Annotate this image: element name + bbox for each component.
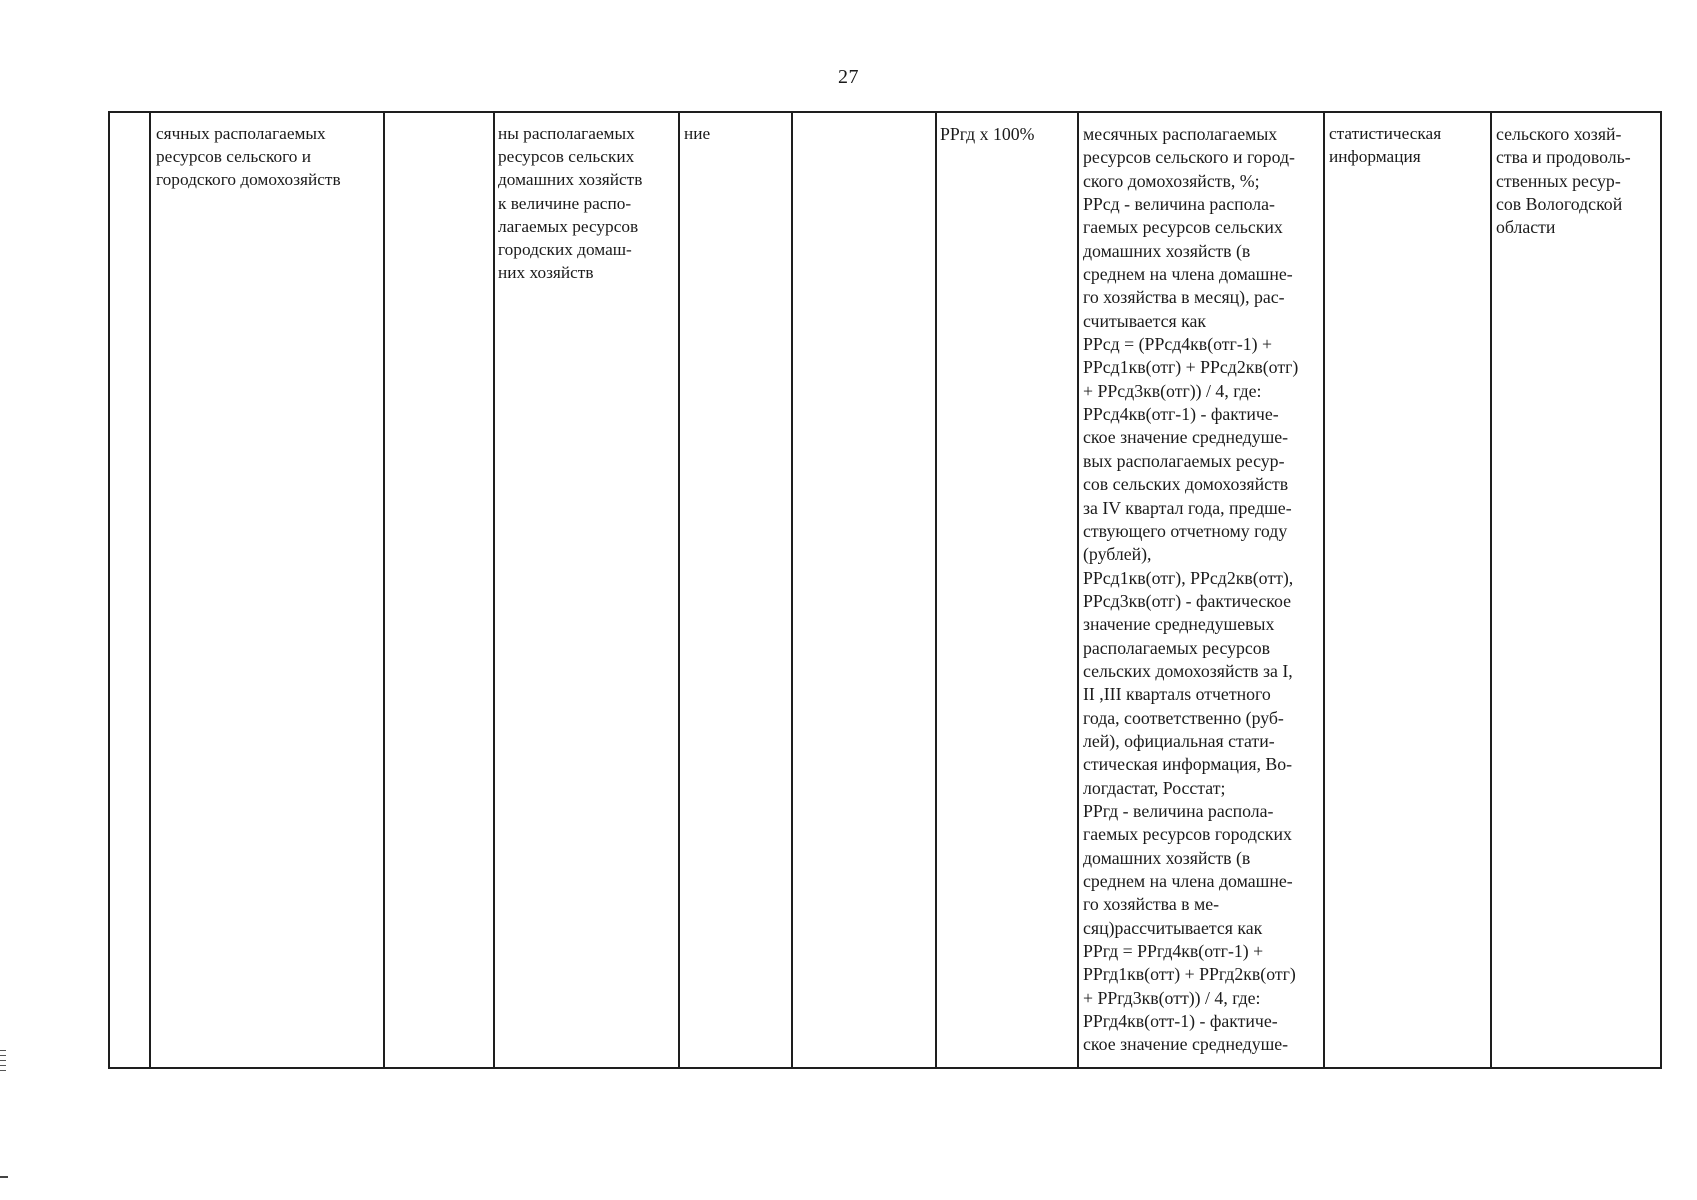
page-number: 27	[838, 66, 859, 88]
cell-indicator-definition: ны располагаемых ресурсов сельских домашних хозяйств к величине распо- лагаемых ресурсов городских домаш- них хозяйств	[498, 124, 643, 283]
column-border-0	[108, 111, 110, 1069]
cell-column-5: ние	[684, 124, 711, 143]
cell-responsible: сельского хозяй- ства и продоволь- ственных ресур- сов Вологодской области	[1496, 124, 1631, 238]
cell-formula: РРгд х 100%	[940, 124, 1035, 144]
table	[108, 111, 1662, 1069]
column-border-6	[935, 111, 937, 1069]
binding-marks	[0, 1050, 10, 1110]
column-border-5	[791, 111, 793, 1069]
column-border-3	[493, 111, 495, 1069]
column-border-10	[1660, 111, 1662, 1069]
column-border-2	[383, 111, 385, 1069]
column-border-8	[1323, 111, 1325, 1069]
column-border-7	[1077, 111, 1079, 1069]
cell-formula-description: месячных располагаемых ресурсов сельского и город- ского домохозяйств, %; РРсд - величина распола- гаемых ресурсов сельских домашних хозяйств (в среднем на члена домашне- го хозяйства в месяц), рас- считывается как РРсд = (РРсд4кв(отг-1) + РРсд1кв(отг) + РРсд2кв(отг) + РРсд3кв(отг)) / 4, где: РРсд4кв(отг-1) - фактиче- ское значение среднедуше- вых располагаемых ресур- сов сельских домохозяйств за IV квартал года, предше- ствующего отчетному году (рублей), РРсд1кв(отг), РРсд2кв(отт), РРсд3кв(отг) - фактическое значение среднедушевых располагаемых ресурсов сельских домохозяйств за I, II ,III кварталs отчетного года, соответственно (руб- лей), официальная стати- стическая информация, Во- логдастат, Росстат; РРгд - величина распола- гаемых ресурсов городских домашних хозяйств (в среднем на члена домашне- го хозяйства в ме- сяц)рассчитывается как РРгд = РРгд4кв(отг-1) + РРгд1кв(отт) + РРгд2кв(отг) + РРгд3кв(отт)) / 4, где: РРгд4кв(отт-1) - фактиче- ское значение среднедуше-	[1083, 124, 1299, 1055]
column-border-9	[1490, 111, 1492, 1069]
column-border-4	[678, 111, 680, 1069]
margin-dash	[0, 1176, 8, 1178]
table-bottom-border	[108, 1067, 1662, 1069]
column-border-1	[149, 111, 151, 1069]
cell-data-source: статистическая информация	[1329, 124, 1442, 167]
table-top-border	[108, 111, 1662, 113]
cell-indicator-name: сячных располагаемых ресурсов сельского и городского домохозяйств	[156, 124, 341, 190]
